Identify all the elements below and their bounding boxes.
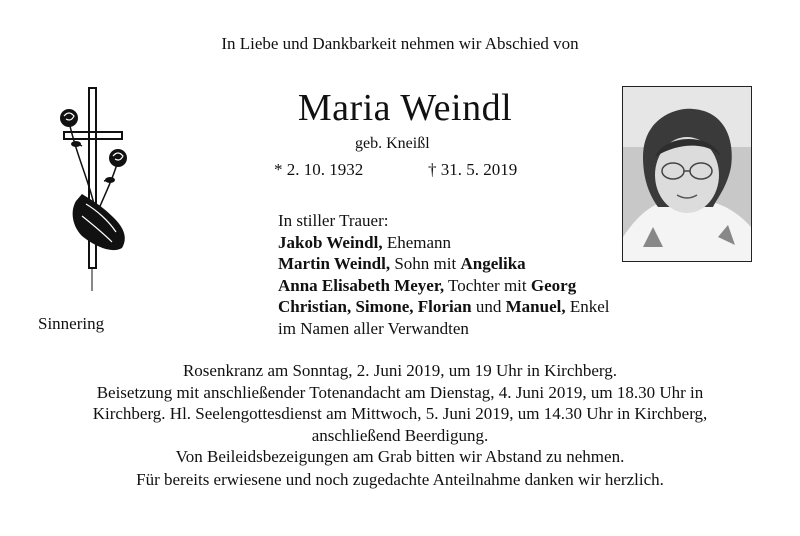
- mourner-line-2: [278, 253, 610, 275]
- portrait-photo: [622, 86, 752, 262]
- mourner-relation: Sohn mit: [390, 254, 461, 273]
- mourner-name: Martin Weindl,: [278, 254, 391, 273]
- mourner-name: Jakob Weindl,: [278, 232, 383, 252]
- mourner-relation: Ehemann: [382, 232, 452, 252]
- notice-line-3: Kirchberg. Hl. Seelengottesdienst am Mittwoch, 5. Juni 2019, um 14.30 Uhr in Kirchberg,: [92, 404, 708, 423]
- mourner-relation: Tochter mit: [444, 275, 531, 295]
- thanks-line: Für bereits erwiesene und noch zugedachte Anteilnahme danken wir herzlich.: [136, 470, 664, 489]
- deceased-name: Maria Weindl: [297, 87, 513, 129]
- mourner-line-4: [278, 296, 610, 318]
- mourner-spouse: Georg: [530, 275, 577, 295]
- service-notice: [0, 360, 800, 468]
- notice-line-5: Von Beileidsbezeigungen am Grab bitten wir Abstand zu nehmen.: [175, 447, 625, 466]
- mourner-relation: Enkel: [565, 297, 610, 316]
- portrait-image: [623, 87, 751, 261]
- birth-date: * 2. 10. 1932: [274, 160, 364, 179]
- mourner-line-3: [278, 275, 610, 297]
- mourner-spouse: Angelika: [460, 254, 526, 273]
- conjunction: und: [471, 297, 506, 316]
- mourners-block: [278, 210, 610, 339]
- cross-roses-hands-icon: [42, 86, 142, 296]
- maiden-name: geb. Kneißl: [355, 135, 430, 152]
- place-name: Sinnering: [38, 314, 105, 333]
- notice-line-2: Beisetzung mit anschließender Totenandacht am Dienstag, 4. Juni 2019, um 18.30 Uhr in: [96, 382, 704, 402]
- mourner-name: Anna Elisabeth Meyer,: [278, 275, 445, 295]
- notice-line-1: Rosenkranz am Sonntag, 2. Juni 2019, um 19 Uhr in Kirchberg.: [182, 361, 618, 380]
- mourner-line-1: [278, 232, 610, 254]
- grandchild-name: Manuel,: [505, 297, 566, 316]
- death-date: † 31. 5. 2019: [428, 160, 518, 179]
- intro-heading: In Liebe und Dankbarkeit nehmen wir Abschied von: [221, 34, 579, 53]
- grandchildren-names: Christian, Simone, Florian: [278, 297, 472, 316]
- mourner-line-5: im Namen aller Verwandten: [278, 318, 469, 338]
- mourners-intro: In stiller Trauer:: [278, 211, 389, 230]
- notice-line-4: anschließend Beerdigung.: [311, 425, 489, 445]
